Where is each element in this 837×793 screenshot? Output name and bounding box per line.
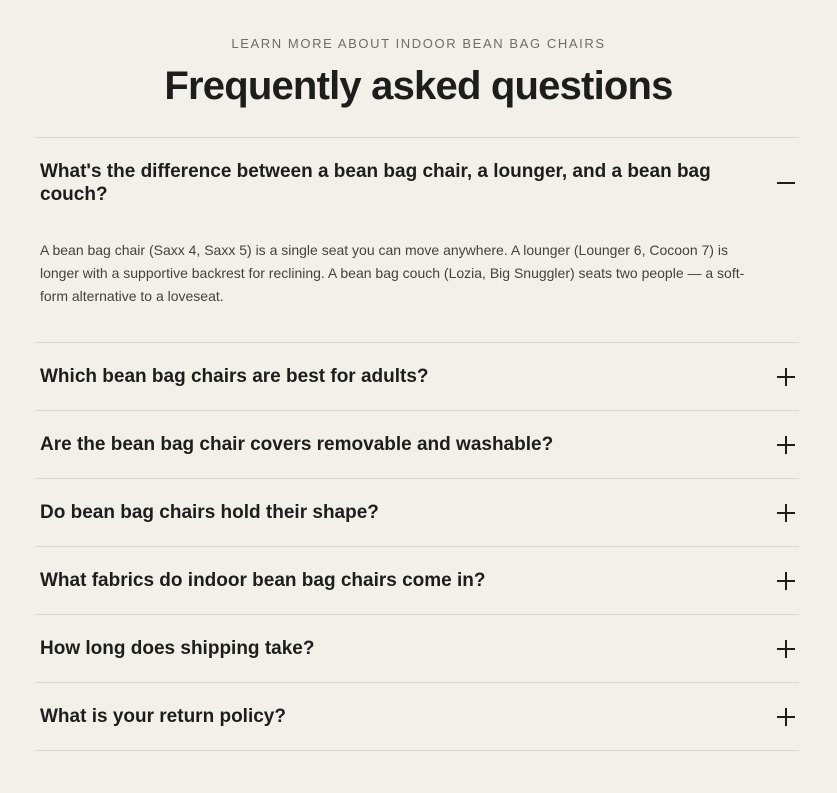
- minus-icon[interactable]: [776, 173, 796, 193]
- faq-answer-text: A bean bag chair (Saxx 4, Saxx 5) is a single seat you can move anywhere. A lounger (Lounger 6, Cocoon 7) is longer with a supportive backrest for reclining. A bean bag couch (Lozia, Big Snuggler) seats two people — a soft-form alternative to a loveseat.: [40, 242, 745, 304]
- faq-question-toggle[interactable]: [35, 479, 799, 546]
- plus-icon[interactable]: [776, 503, 796, 523]
- faq-question-toggle[interactable]: [35, 683, 799, 750]
- faq-question-text: What is your return policy?: [40, 706, 286, 727]
- faq-question-text: Which bean bag chairs are best for adults?: [40, 366, 429, 387]
- faq-item-adults: [35, 343, 799, 411]
- faq-item-fabrics: [35, 547, 799, 615]
- faq-question-toggle[interactable]: [35, 615, 799, 682]
- faq-item-difference: [35, 138, 799, 343]
- faq-item-shape: [35, 479, 799, 547]
- faq-question-text: Do bean bag chairs hold their shape?: [40, 502, 379, 523]
- faq-question-toggle[interactable]: [35, 547, 799, 614]
- faq-item-returns: [35, 683, 799, 751]
- faq-question-toggle[interactable]: [35, 138, 799, 206]
- faq-question-toggle[interactable]: [35, 343, 799, 410]
- plus-icon[interactable]: [776, 571, 796, 591]
- faq-question-toggle[interactable]: [35, 411, 799, 478]
- plus-icon[interactable]: [776, 639, 796, 659]
- faq-item-shipping: [35, 615, 799, 683]
- faq-item-covers: [35, 411, 799, 479]
- page-title: Frequently asked questions: [164, 64, 673, 108]
- faq-question-text: Are the bean bag chair covers removable and washable?: [40, 434, 554, 455]
- faq-list: [35, 137, 799, 751]
- faq-question-text: What's the difference between a bean bag chair, a lounger, and a bean bag couch?: [40, 161, 711, 205]
- faq-question-text: How long does shipping take?: [40, 638, 315, 659]
- plus-icon[interactable]: [776, 707, 796, 727]
- faq-question-text: What fabrics do indoor bean bag chairs come in?: [40, 570, 486, 591]
- plus-icon[interactable]: [776, 435, 796, 455]
- section-eyebrow: LEARN MORE ABOUT INDOOR BEAN BAG CHAIRS: [231, 36, 606, 51]
- plus-icon[interactable]: [776, 367, 796, 387]
